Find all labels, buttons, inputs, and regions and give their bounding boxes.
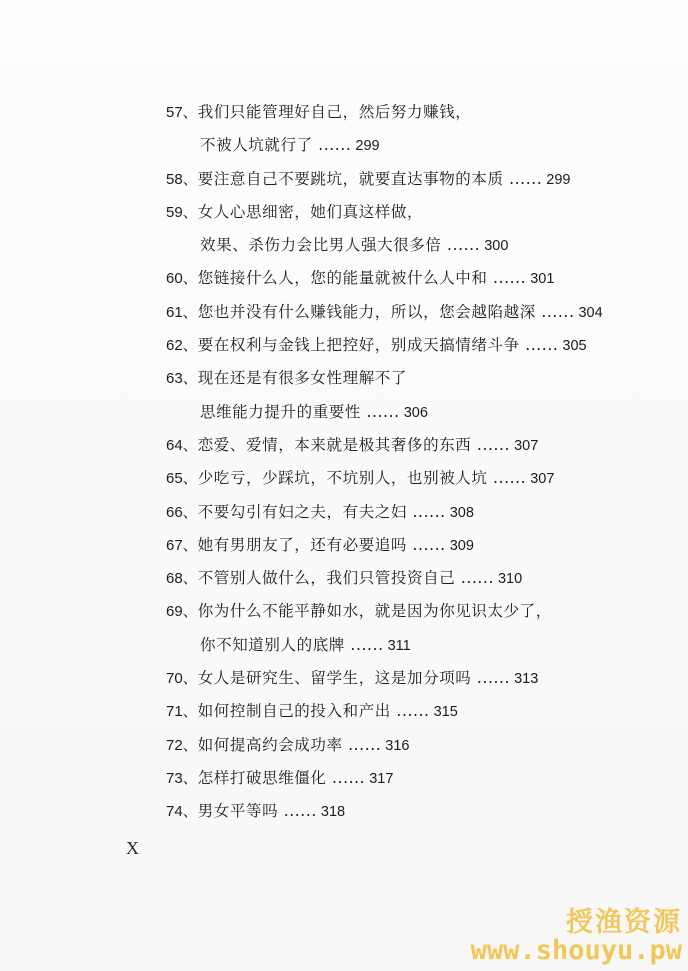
toc-entry-page-number: 308 <box>449 504 474 521</box>
toc-entry-title: 你为什么不能平静如水，就是因为你见识太少了， <box>197 602 552 621</box>
toc-entry-page-number: 306 <box>403 404 428 421</box>
toc-entry <box>166 296 646 329</box>
toc-entry-continuation <box>166 629 646 662</box>
toc-entry-page-number: 309 <box>449 537 474 554</box>
toc-entry-number: 73、 <box>166 769 198 787</box>
toc-entry-title: 少吃亏，少踩坑，不坑别人，也别被人坑 ...... <box>197 469 527 488</box>
toc-entry-title: 思维能力提升的重要性 ...... <box>200 402 400 421</box>
toc-entry-number: 68、 <box>166 570 198 588</box>
toc-entry-title: 女人是研究生、留学生，这是加分项吗 ...... <box>197 669 511 688</box>
toc-entry <box>166 695 646 728</box>
toc-entry-title: 不管别人做什么，我们只管投资自己 ...... <box>197 569 494 588</box>
toc-entry-number: 58、 <box>166 170 198 188</box>
toc-entry-page-number: 305 <box>562 338 587 355</box>
toc-entry-page-number: 316 <box>385 737 410 754</box>
toc-entry-page-number: 310 <box>497 571 523 588</box>
toc-entry <box>166 529 646 562</box>
toc-entry-page-number: 299 <box>546 171 571 188</box>
toc-entry-title: 如何提高约会成功率 ...... <box>197 735 382 754</box>
toc-entry-title: 她有男朋友了，还有必要追吗 ...... <box>197 535 446 554</box>
toc-entry-page-number: 300 <box>484 238 509 255</box>
toc-entry-title: 现在还是有很多女性理解不了 <box>197 369 407 388</box>
toc-entry-page-number: 307 <box>530 471 555 488</box>
toc-entry-continuation <box>166 229 646 262</box>
toc-entry-number: 59、 <box>166 203 198 221</box>
table-of-contents <box>166 96 646 829</box>
toc-entry <box>166 96 646 129</box>
toc-entry-page-number: 301 <box>530 271 555 288</box>
toc-entry-number: 63、 <box>166 370 198 388</box>
toc-entry-title: 如何控制自己的投入和产出 ...... <box>197 702 430 721</box>
toc-entry <box>166 795 646 828</box>
toc-entry-title: 您也并没有什么赚钱能力，所以，您会越陷越深 ...... <box>197 302 575 321</box>
page-folio: X <box>126 838 139 858</box>
watermark-url: www.shouyu.pw <box>470 935 682 966</box>
toc-entry-title: 要在权利与金钱上把控好，别成天搞情绪斗争 ...... <box>197 336 559 355</box>
toc-entry-number: 62、 <box>166 337 198 355</box>
toc-entry-number: 74、 <box>166 803 198 821</box>
toc-entry-title: 不被人坑就行了 ...... <box>200 136 352 155</box>
toc-entry <box>166 662 646 695</box>
toc-entry-title: 你不知道别人的底牌 ...... <box>200 635 384 654</box>
toc-entry-title: 男女平等吗 ...... <box>197 802 317 821</box>
toc-entry <box>166 362 646 395</box>
toc-entry-page-number: 315 <box>433 704 458 721</box>
toc-entry <box>166 163 646 196</box>
toc-entry-page-number: 318 <box>320 804 346 821</box>
toc-entry-title: 我们只能管理好自己，然后努力赚钱， <box>197 103 472 121</box>
toc-entry-page-number: 304 <box>578 304 603 321</box>
toc-entry-number: 71、 <box>166 703 198 721</box>
toc-entry <box>166 329 646 362</box>
toc-entry <box>166 729 646 762</box>
toc-entry <box>166 462 646 495</box>
toc-entry-title: 恋爱、爱情，本来就是极其奢侈的东西 ...... <box>197 435 511 454</box>
toc-entry-title: 您链接什么人，您的能量就被什么人中和 ...... <box>197 269 527 288</box>
toc-entry <box>166 262 646 295</box>
toc-entry-number: 70、 <box>166 670 198 688</box>
toc-entry <box>166 762 646 795</box>
toc-entry-number: 66、 <box>166 503 198 521</box>
toc-entry <box>166 562 646 595</box>
toc-entry-title: 要注意自己不要跳坑，就要直达事物的本质 ...... <box>197 169 543 188</box>
toc-entry-title: 不要勾引有妇之夫，有夫之妇 ...... <box>197 502 446 521</box>
toc-entry-number: 65、 <box>166 470 198 488</box>
toc-entry-page-number: 299 <box>355 138 380 155</box>
toc-entry-title: 怎样打破思维僵化 ...... <box>197 768 366 787</box>
toc-entry-continuation <box>166 396 646 429</box>
watermark-brand: 授渔资源 <box>566 907 682 938</box>
toc-entry-number: 64、 <box>166 436 198 454</box>
toc-entry-continuation <box>166 129 646 162</box>
toc-entry <box>166 196 646 229</box>
toc-entry-number: 57、 <box>166 104 198 121</box>
toc-entry-title: 效果、杀伤力会比男人强大很多倍 ...... <box>200 236 481 255</box>
toc-entry-number: 69、 <box>166 603 198 621</box>
toc-entry-title: 女人心思细密，她们真这样做， <box>197 202 424 221</box>
toc-entry-number: 60、 <box>166 270 198 288</box>
toc-entry-number: 67、 <box>166 536 198 554</box>
toc-entry-page-number: 313 <box>514 671 539 688</box>
toc-entry-page-number: 307 <box>514 437 539 454</box>
toc-entry <box>166 429 646 462</box>
toc-entry-number: 72、 <box>166 736 198 754</box>
toc-entry <box>166 595 646 628</box>
toc-entry-number: 61、 <box>166 303 198 321</box>
toc-entry-page-number: 317 <box>369 770 394 787</box>
toc-entry <box>166 496 646 529</box>
toc-entry-page-number: 311 <box>387 637 411 654</box>
